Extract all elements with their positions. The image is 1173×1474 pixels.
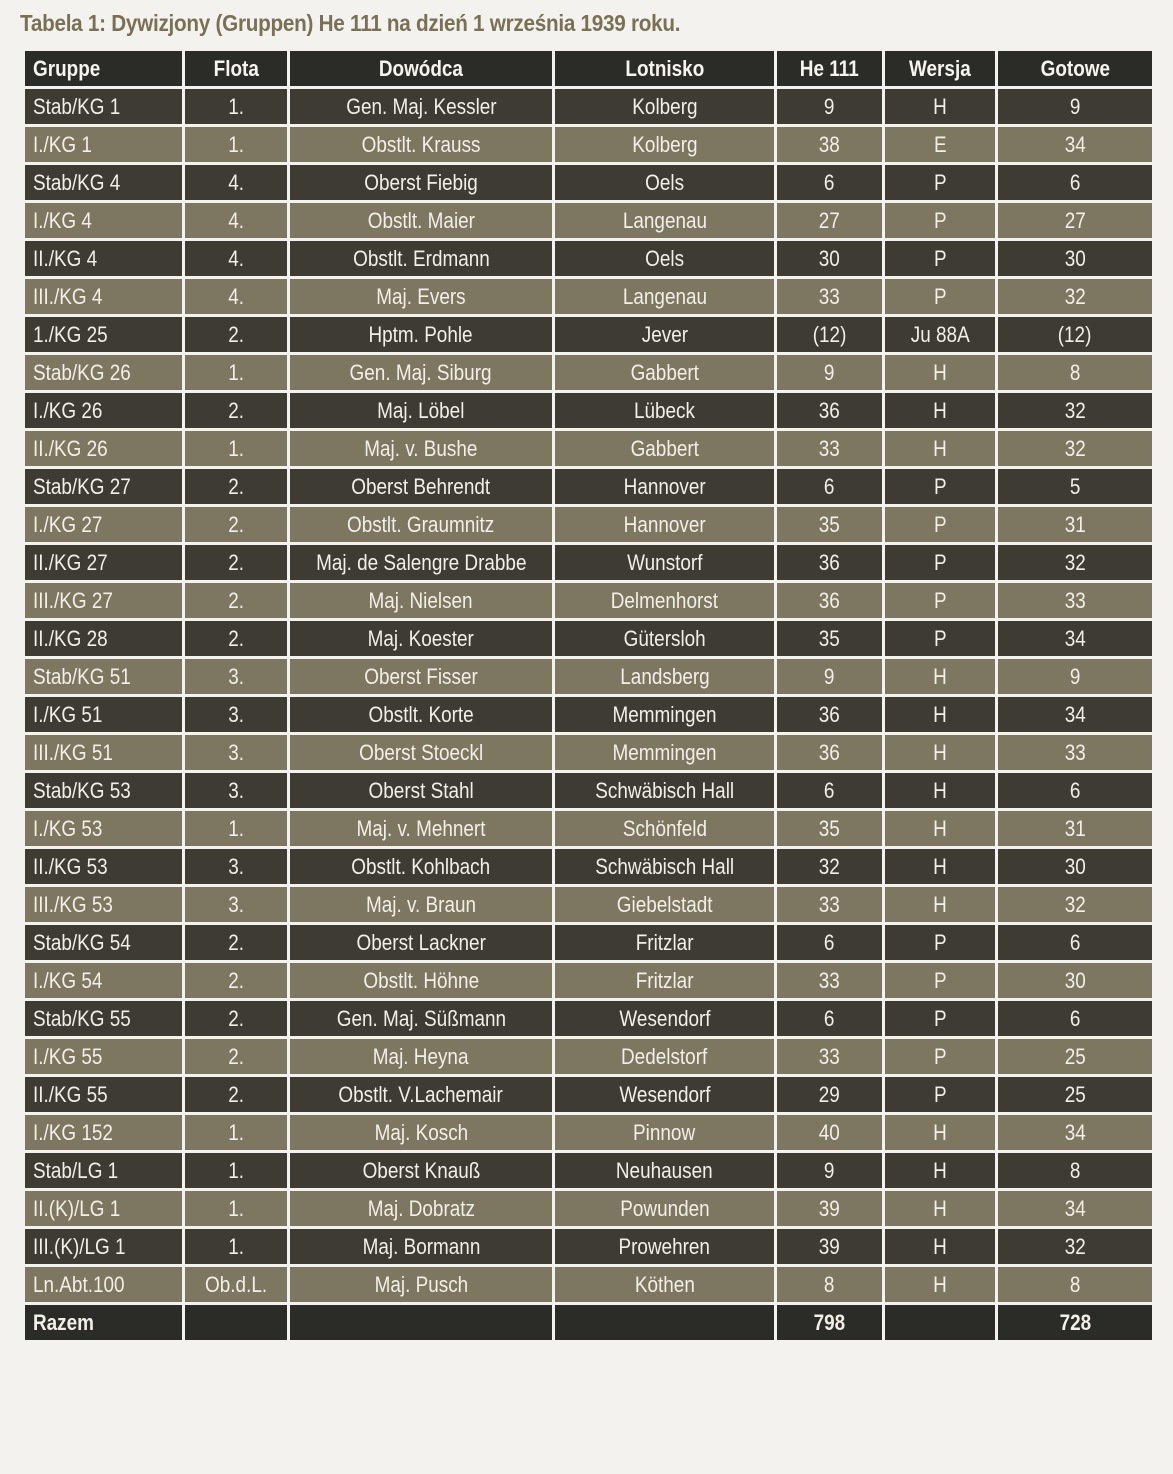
cell-gruppe: II.(K)/LG 1 bbox=[24, 1190, 184, 1228]
cell-gotowe: 9 bbox=[997, 88, 1154, 126]
cell-wersja: H bbox=[884, 1152, 997, 1190]
cell-he111: 36 bbox=[776, 696, 884, 734]
cell-gruppe: I./KG 4 bbox=[24, 202, 184, 240]
cell-dowodca: Maj. Nielsen bbox=[289, 582, 554, 620]
cell-gruppe: Ln.Abt.100 bbox=[24, 1266, 184, 1304]
cell-he111: 39 bbox=[776, 1190, 884, 1228]
cell-wersja: P bbox=[884, 240, 997, 278]
cell-wersja: H bbox=[884, 392, 997, 430]
table-row bbox=[24, 696, 1154, 734]
cell-gruppe: I./KG 26 bbox=[24, 392, 184, 430]
cell-flota: Ob.d.L. bbox=[184, 1266, 289, 1304]
cell-lotnisko: Landsberg bbox=[554, 658, 776, 696]
cell-gotowe: 34 bbox=[997, 126, 1154, 164]
header-gotowe: Gotowe bbox=[997, 50, 1154, 88]
table-row bbox=[24, 886, 1154, 924]
header-wersja: Wersja bbox=[884, 50, 997, 88]
cell-wersja: H bbox=[884, 354, 997, 392]
cell-lotnisko: Delmenhorst bbox=[554, 582, 776, 620]
cell-flota: 2. bbox=[184, 620, 289, 658]
cell-wersja: P bbox=[884, 468, 997, 506]
cell-gotowe: 30 bbox=[997, 848, 1154, 886]
cell-flota: 2. bbox=[184, 582, 289, 620]
cell-gruppe: II./KG 26 bbox=[24, 430, 184, 468]
cell-wersja: E bbox=[884, 126, 997, 164]
cell-lotnisko: Jever bbox=[554, 316, 776, 354]
cell-gruppe: Stab/KG 55 bbox=[24, 1000, 184, 1038]
cell-gotowe: 34 bbox=[997, 1190, 1154, 1228]
total-lotnisko bbox=[554, 1304, 776, 1342]
cell-lotnisko: Lübeck bbox=[554, 392, 776, 430]
cell-gruppe: III./KG 53 bbox=[24, 886, 184, 924]
cell-wersja: P bbox=[884, 202, 997, 240]
table-row bbox=[24, 772, 1154, 810]
cell-gotowe: 34 bbox=[997, 620, 1154, 658]
cell-wersja: H bbox=[884, 734, 997, 772]
cell-flota: 2. bbox=[184, 1076, 289, 1114]
cell-dowodca: Obstlt. Krauss bbox=[289, 126, 554, 164]
cell-lotnisko: Schwäbisch Hall bbox=[554, 772, 776, 810]
cell-he111: 39 bbox=[776, 1228, 884, 1266]
cell-dowodca: Maj. Bormann bbox=[289, 1228, 554, 1266]
cell-dowodca: Oberst Fisser bbox=[289, 658, 554, 696]
cell-flota: 3. bbox=[184, 734, 289, 772]
cell-gruppe: Stab/KG 54 bbox=[24, 924, 184, 962]
cell-flota: 1. bbox=[184, 354, 289, 392]
cell-dowodca: Obstlt. Graumnitz bbox=[289, 506, 554, 544]
cell-lotnisko: Giebelstadt bbox=[554, 886, 776, 924]
cell-he111: 6 bbox=[776, 468, 884, 506]
cell-gruppe: I./KG 152 bbox=[24, 1114, 184, 1152]
cell-wersja: H bbox=[884, 1266, 997, 1304]
header-lotnisko: Lotnisko bbox=[554, 50, 776, 88]
cell-dowodca: Oberst Stahl bbox=[289, 772, 554, 810]
cell-dowodca: Gen. Maj. Süßmann bbox=[289, 1000, 554, 1038]
cell-flota: 1. bbox=[184, 1190, 289, 1228]
cell-lotnisko: Dedelstorf bbox=[554, 1038, 776, 1076]
total-dowodca bbox=[289, 1304, 554, 1342]
cell-he111: 36 bbox=[776, 582, 884, 620]
header-dowodca: Dowódca bbox=[289, 50, 554, 88]
cell-lotnisko: Gabbert bbox=[554, 430, 776, 468]
cell-gotowe: 30 bbox=[997, 962, 1154, 1000]
cell-he111: 32 bbox=[776, 848, 884, 886]
table-row bbox=[24, 620, 1154, 658]
cell-dowodca: Maj. Löbel bbox=[289, 392, 554, 430]
cell-he111: 33 bbox=[776, 886, 884, 924]
cell-flota: 4. bbox=[184, 202, 289, 240]
cell-lotnisko: Kolberg bbox=[554, 88, 776, 126]
table-row bbox=[24, 240, 1154, 278]
cell-dowodca: Gen. Maj. Siburg bbox=[289, 354, 554, 392]
cell-gruppe: II./KG 27 bbox=[24, 544, 184, 582]
cell-lotnisko: Schwäbisch Hall bbox=[554, 848, 776, 886]
cell-flota: 1. bbox=[184, 1152, 289, 1190]
cell-flota: 3. bbox=[184, 848, 289, 886]
table-row bbox=[24, 506, 1154, 544]
cell-flota: 1. bbox=[184, 1228, 289, 1266]
cell-lotnisko: Powunden bbox=[554, 1190, 776, 1228]
cell-gotowe: 25 bbox=[997, 1076, 1154, 1114]
table-row bbox=[24, 658, 1154, 696]
cell-lotnisko: Memmingen bbox=[554, 734, 776, 772]
cell-dowodca: Obstlt. Maier bbox=[289, 202, 554, 240]
cell-gruppe: I./KG 27 bbox=[24, 506, 184, 544]
cell-gotowe: 27 bbox=[997, 202, 1154, 240]
cell-he111: 36 bbox=[776, 392, 884, 430]
cell-wersja: H bbox=[884, 658, 997, 696]
total-label: Razem bbox=[24, 1304, 184, 1342]
cell-flota: 2. bbox=[184, 924, 289, 962]
cell-dowodca: Oberst Knauß bbox=[289, 1152, 554, 1190]
cell-wersja: H bbox=[884, 848, 997, 886]
cell-dowodca: Oberst Behrendt bbox=[289, 468, 554, 506]
cell-flota: 3. bbox=[184, 696, 289, 734]
cell-wersja: P bbox=[884, 1038, 997, 1076]
cell-he111: 33 bbox=[776, 1038, 884, 1076]
cell-gruppe: III.(K)/LG 1 bbox=[24, 1228, 184, 1266]
cell-dowodca: Gen. Maj. Kessler bbox=[289, 88, 554, 126]
cell-wersja: P bbox=[884, 962, 997, 1000]
cell-lotnisko: Neuhausen bbox=[554, 1152, 776, 1190]
cell-wersja: H bbox=[884, 696, 997, 734]
table-row bbox=[24, 962, 1154, 1000]
cell-wersja: H bbox=[884, 430, 997, 468]
cell-gruppe: II./KG 4 bbox=[24, 240, 184, 278]
cell-gruppe: II./KG 28 bbox=[24, 620, 184, 658]
table-caption: Tabela 1: Dywizjony (Gruppen) He 111 na dzień 1 września 1939 roku. bbox=[20, 10, 681, 36]
header-gruppe: Gruppe bbox=[24, 50, 184, 88]
cell-dowodca: Maj. Heyna bbox=[289, 1038, 554, 1076]
cell-he111: 9 bbox=[776, 354, 884, 392]
cell-he111: 36 bbox=[776, 544, 884, 582]
cell-gruppe: Stab/KG 4 bbox=[24, 164, 184, 202]
cell-gruppe: III./KG 51 bbox=[24, 734, 184, 772]
cell-he111: 35 bbox=[776, 810, 884, 848]
cell-he111: 40 bbox=[776, 1114, 884, 1152]
cell-lotnisko: Gabbert bbox=[554, 354, 776, 392]
cell-lotnisko: Prowehren bbox=[554, 1228, 776, 1266]
total-wersja bbox=[884, 1304, 997, 1342]
cell-gotowe: 25 bbox=[997, 1038, 1154, 1076]
cell-flota: 4. bbox=[184, 164, 289, 202]
cell-wersja: H bbox=[884, 1228, 997, 1266]
cell-gotowe: 8 bbox=[997, 1266, 1154, 1304]
cell-gruppe: I./KG 54 bbox=[24, 962, 184, 1000]
cell-dowodca: Maj. v. Bushe bbox=[289, 430, 554, 468]
cell-gruppe: Stab/KG 1 bbox=[24, 88, 184, 126]
cell-gruppe: Stab/KG 51 bbox=[24, 658, 184, 696]
cell-he111: 6 bbox=[776, 772, 884, 810]
cell-gruppe: Stab/KG 27 bbox=[24, 468, 184, 506]
cell-gotowe: 34 bbox=[997, 1114, 1154, 1152]
header-flota: Flota bbox=[184, 50, 289, 88]
cell-lotnisko: Fritzlar bbox=[554, 924, 776, 962]
cell-gotowe: 32 bbox=[997, 544, 1154, 582]
cell-wersja: P bbox=[884, 924, 997, 962]
cell-he111: 36 bbox=[776, 734, 884, 772]
cell-lotnisko: Wesendorf bbox=[554, 1076, 776, 1114]
cell-flota: 1. bbox=[184, 1114, 289, 1152]
cell-gruppe: Stab/KG 26 bbox=[24, 354, 184, 392]
cell-he111: 35 bbox=[776, 506, 884, 544]
cell-gotowe: 6 bbox=[997, 164, 1154, 202]
cell-gotowe: 32 bbox=[997, 886, 1154, 924]
table-body bbox=[24, 88, 1154, 1304]
table-row bbox=[24, 316, 1154, 354]
cell-dowodca: Obstlt. Erdmann bbox=[289, 240, 554, 278]
cell-lotnisko: Oels bbox=[554, 164, 776, 202]
cell-flota: 2. bbox=[184, 962, 289, 1000]
cell-wersja: H bbox=[884, 1114, 997, 1152]
cell-wersja: P bbox=[884, 278, 997, 316]
cell-he111: 33 bbox=[776, 430, 884, 468]
cell-wersja: P bbox=[884, 544, 997, 582]
cell-he111: 9 bbox=[776, 88, 884, 126]
cell-dowodca: Oberst Fiebig bbox=[289, 164, 554, 202]
cell-gotowe: (12) bbox=[997, 316, 1154, 354]
cell-gotowe: 6 bbox=[997, 772, 1154, 810]
cell-flota: 4. bbox=[184, 278, 289, 316]
table-row bbox=[24, 88, 1154, 126]
cell-wersja: H bbox=[884, 810, 997, 848]
cell-he111: 6 bbox=[776, 924, 884, 962]
cell-gotowe: 30 bbox=[997, 240, 1154, 278]
table-row bbox=[24, 1228, 1154, 1266]
table-row bbox=[24, 1190, 1154, 1228]
table-row bbox=[24, 202, 1154, 240]
table-row bbox=[24, 1000, 1154, 1038]
cell-he111: 8 bbox=[776, 1266, 884, 1304]
table-row bbox=[24, 278, 1154, 316]
table-row bbox=[24, 1076, 1154, 1114]
total-he111: 798 bbox=[776, 1304, 884, 1342]
cell-lotnisko: Kolberg bbox=[554, 126, 776, 164]
table-row bbox=[24, 354, 1154, 392]
table-row bbox=[24, 810, 1154, 848]
cell-lotnisko: Langenau bbox=[554, 202, 776, 240]
cell-wersja: H bbox=[884, 886, 997, 924]
cell-dowodca: Obstlt. Höhne bbox=[289, 962, 554, 1000]
cell-flota: 2. bbox=[184, 392, 289, 430]
cell-flota: 2. bbox=[184, 316, 289, 354]
cell-flota: 4. bbox=[184, 240, 289, 278]
cell-flota: 3. bbox=[184, 772, 289, 810]
cell-he111: 6 bbox=[776, 164, 884, 202]
cell-dowodca: Maj. v. Mehnert bbox=[289, 810, 554, 848]
cell-wersja: H bbox=[884, 88, 997, 126]
cell-flota: 2. bbox=[184, 544, 289, 582]
cell-wersja: H bbox=[884, 1190, 997, 1228]
cell-gruppe: Stab/KG 53 bbox=[24, 772, 184, 810]
cell-flota: 1. bbox=[184, 88, 289, 126]
cell-lotnisko: Hannover bbox=[554, 468, 776, 506]
cell-dowodca: Obstlt. Korte bbox=[289, 696, 554, 734]
cell-flota: 3. bbox=[184, 886, 289, 924]
cell-dowodca: Hptm. Pohle bbox=[289, 316, 554, 354]
header-row bbox=[24, 50, 1154, 88]
cell-gotowe: 9 bbox=[997, 658, 1154, 696]
cell-dowodca: Maj. v. Braun bbox=[289, 886, 554, 924]
cell-gotowe: 32 bbox=[997, 392, 1154, 430]
cell-dowodca: Maj. Kosch bbox=[289, 1114, 554, 1152]
cell-flota: 2. bbox=[184, 468, 289, 506]
cell-dowodca: Maj. Pusch bbox=[289, 1266, 554, 1304]
header-he111: He 111 bbox=[776, 50, 884, 88]
table-row bbox=[24, 1266, 1154, 1304]
cell-lotnisko: Oels bbox=[554, 240, 776, 278]
table-row bbox=[24, 164, 1154, 202]
cell-dowodca: Maj. de Salengre Drabbe bbox=[289, 544, 554, 582]
cell-he111: 27 bbox=[776, 202, 884, 240]
table-row bbox=[24, 1114, 1154, 1152]
cell-lotnisko: Langenau bbox=[554, 278, 776, 316]
cell-gotowe: 31 bbox=[997, 506, 1154, 544]
cell-gruppe: II./KG 53 bbox=[24, 848, 184, 886]
cell-gruppe: Stab/LG 1 bbox=[24, 1152, 184, 1190]
cell-gruppe: III./KG 27 bbox=[24, 582, 184, 620]
cell-wersja: P bbox=[884, 620, 997, 658]
table-row bbox=[24, 734, 1154, 772]
table-row bbox=[24, 848, 1154, 886]
total-flota bbox=[184, 1304, 289, 1342]
cell-lotnisko: Wesendorf bbox=[554, 1000, 776, 1038]
cell-lotnisko: Wunstorf bbox=[554, 544, 776, 582]
cell-gotowe: 31 bbox=[997, 810, 1154, 848]
cell-flota: 2. bbox=[184, 506, 289, 544]
cell-gruppe: I./KG 53 bbox=[24, 810, 184, 848]
table-row bbox=[24, 582, 1154, 620]
cell-gotowe: 32 bbox=[997, 1228, 1154, 1266]
cell-wersja: P bbox=[884, 506, 997, 544]
cell-gotowe: 8 bbox=[997, 1152, 1154, 1190]
cell-dowodca: Obstlt. Kohlbach bbox=[289, 848, 554, 886]
cell-he111: 6 bbox=[776, 1000, 884, 1038]
table-row bbox=[24, 1152, 1154, 1190]
cell-he111: 30 bbox=[776, 240, 884, 278]
cell-flota: 1. bbox=[184, 430, 289, 468]
cell-dowodca: Oberst Stoeckl bbox=[289, 734, 554, 772]
table-row bbox=[24, 924, 1154, 962]
table-row bbox=[24, 544, 1154, 582]
cell-he111: 35 bbox=[776, 620, 884, 658]
cell-gotowe: 6 bbox=[997, 924, 1154, 962]
cell-dowodca: Maj. Dobratz bbox=[289, 1190, 554, 1228]
cell-wersja: P bbox=[884, 1076, 997, 1114]
total-row bbox=[24, 1304, 1154, 1342]
cell-lotnisko: Fritzlar bbox=[554, 962, 776, 1000]
cell-flota: 1. bbox=[184, 810, 289, 848]
cell-gotowe: 33 bbox=[997, 582, 1154, 620]
cell-he111: 33 bbox=[776, 962, 884, 1000]
cell-dowodca: Maj. Koester bbox=[289, 620, 554, 658]
cell-gruppe: III./KG 4 bbox=[24, 278, 184, 316]
cell-gruppe: II./KG 55 bbox=[24, 1076, 184, 1114]
cell-flota: 3. bbox=[184, 658, 289, 696]
cell-lotnisko: Köthen bbox=[554, 1266, 776, 1304]
cell-lotnisko: Schönfeld bbox=[554, 810, 776, 848]
cell-flota: 2. bbox=[184, 1000, 289, 1038]
cell-lotnisko: Memmingen bbox=[554, 696, 776, 734]
cell-he111: 9 bbox=[776, 1152, 884, 1190]
cell-he111: 9 bbox=[776, 658, 884, 696]
cell-gruppe: I./KG 55 bbox=[24, 1038, 184, 1076]
cell-lotnisko: Hannover bbox=[554, 506, 776, 544]
cell-lotnisko: Pinnow bbox=[554, 1114, 776, 1152]
units-table bbox=[22, 48, 1155, 1343]
table-row bbox=[24, 430, 1154, 468]
cell-he111: (12) bbox=[776, 316, 884, 354]
cell-wersja: P bbox=[884, 1000, 997, 1038]
cell-he111: 33 bbox=[776, 278, 884, 316]
cell-dowodca: Obstlt. V.Lachemair bbox=[289, 1076, 554, 1114]
cell-gotowe: 33 bbox=[997, 734, 1154, 772]
total-gotowe: 728 bbox=[997, 1304, 1154, 1342]
table-row bbox=[24, 126, 1154, 164]
cell-gruppe: I./KG 51 bbox=[24, 696, 184, 734]
cell-wersja: P bbox=[884, 582, 997, 620]
cell-gruppe: 1./KG 25 bbox=[24, 316, 184, 354]
cell-gotowe: 8 bbox=[997, 354, 1154, 392]
table-row bbox=[24, 392, 1154, 430]
cell-gotowe: 6 bbox=[997, 1000, 1154, 1038]
cell-flota: 1. bbox=[184, 126, 289, 164]
cell-dowodca: Oberst Lackner bbox=[289, 924, 554, 962]
cell-dowodca: Maj. Evers bbox=[289, 278, 554, 316]
cell-gotowe: 5 bbox=[997, 468, 1154, 506]
cell-flota: 2. bbox=[184, 1038, 289, 1076]
cell-wersja: H bbox=[884, 772, 997, 810]
cell-gotowe: 34 bbox=[997, 696, 1154, 734]
cell-he111: 38 bbox=[776, 126, 884, 164]
cell-gotowe: 32 bbox=[997, 430, 1154, 468]
table-row bbox=[24, 1038, 1154, 1076]
table-row bbox=[24, 468, 1154, 506]
cell-gotowe: 32 bbox=[997, 278, 1154, 316]
cell-wersja: Ju 88A bbox=[884, 316, 997, 354]
cell-wersja: P bbox=[884, 164, 997, 202]
cell-he111: 29 bbox=[776, 1076, 884, 1114]
cell-gruppe: I./KG 1 bbox=[24, 126, 184, 164]
cell-lotnisko: Gütersloh bbox=[554, 620, 776, 658]
